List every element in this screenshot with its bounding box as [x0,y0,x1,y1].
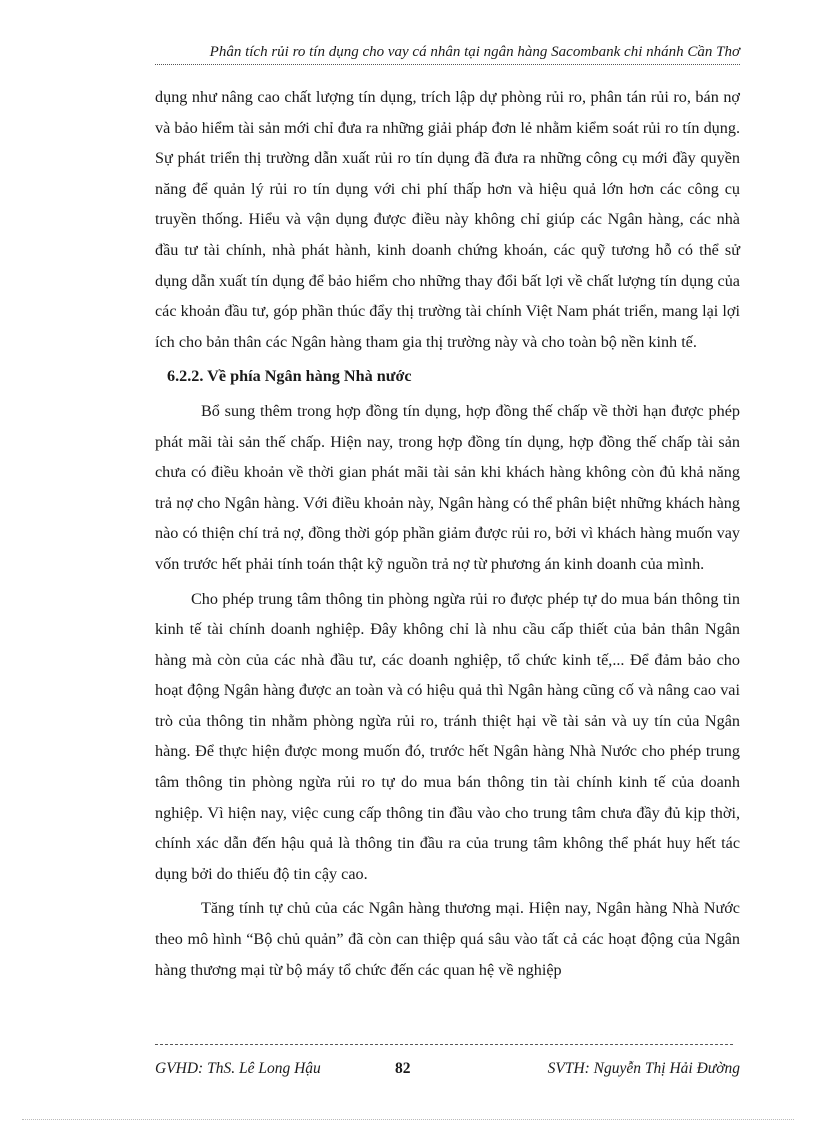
paragraph-3: Cho phép trung tâm thông tin phòng ngừa rủi ro được phép tự do mua bán thông tin kinh tế tài chính doanh nghiệp. Đây không chỉ là nhu cầu cấp thiết của bản thân Ngân hàng mà còn của các nhà đầu tư, các doanh nghiệp, tổ chức kinh tế,... Để đảm bảo cho hoạt động Ngân hàng được an toàn và có hiệu quả thì Ngân hàng cũng cố và nâng cao vai trò của thông tin nhằm phòng ngừa rủi ro, tránh thiệt hại về tài sản và uy tín của Ngân hàng. Để thực hiện được mong muốn đó, trước hết Ngân hàng Nhà Nước cho phép trung tâm thông tin phòng ngừa rủi ro tự do mua bán thông tin tài chính kinh tế của doanh nghiệp. Vì hiện nay, việc cung cấp thông tin đầu vào cho trung tâm chưa đầy đủ kịp thời, chính xác dẫn đến hậu quả là thông tin đầu ra của trung tâm không thể phát huy hết tác dụng bởi do thiếu độ tin cậy cao. [155,589,740,883]
footer-student: SVTH: Nguyễn Thị Hải Đường [547,1060,740,1077]
footer-divider [155,1044,733,1045]
page-header-title: Phân tích rủi ro tín dụng cho vay cá nhân tại ngân hàng Sacombank chi nhánh Cần Thơ [155,44,740,65]
paragraph-4: Tăng tính tự chủ của các Ngân hàng thương mại. Hiện nay, Ngân hàng Nhà Nước theo mô hình “Bộ chủ quản” đã còn can thiệp quá sâu vào tất cả các hoạt động của Ngân hàng thương mại từ bộ máy tổ chức đến các quan hệ về nghiệp [155,899,740,979]
document-body [155,82,740,989]
page-number: 82 [395,1060,411,1077]
section-heading: 6.2.2. Về phía Ngân hàng Nhà nước [167,367,412,386]
footer-advisor: GVHD: ThS. Lê Long Hậu [155,1060,321,1077]
paragraph-1: dụng như nâng cao chất lượng tín dụng, trích lập dự phòng rủi ro, phân tán rủi ro, bán nợ và bảo hiểm tài sản mới chỉ đưa ra những giải pháp đơn lẻ nhằm kiểm soát rủi ro tín dụng. Sự phát triển thị trường dẫn xuất rủi ro tín dụng đã đưa ra những công cụ mới đầy quyền năng để quản lý rủi ro tín dụng với chi phí thấp hơn và hiệu quả lớn hơn các công cụ truyền thống. Hiểu và vận dụng được điều này không chỉ giúp các Ngân hàng, các nhà đầu tư tài chính, nhà phát hành, kinh doanh chứng khoán, các quỹ tương hỗ có thể sử dụng dẫn xuất tín dụng để bảo hiểm cho những thay đổi bất lợi về chất lượng tín dụng của các khoản đầu tư, góp phần thúc đẩy thị trường tài chính Việt Nam phát triển, mang lại lợi ích cho bản thân các Ngân hàng tham gia thị trường này và cho toàn bộ nền kinh tế. [155,88,740,351]
page-bottom-border [22,1119,794,1120]
paragraph-2: Bổ sung thêm trong hợp đồng tín dụng, hợp đồng thế chấp về thời hạn được phép phát mãi tài sản thế chấp. Hiện nay, trong hợp đồng tín dụng, hợp đồng thế chấp tài sản chưa có điều khoản về thời gian phát mãi tài sản khi khách hàng không còn đủ khả năng trả nợ cho Ngân hàng. Với điều khoản này, Ngân hàng có thể phân biệt những khách hàng nào có thiện chí trả nợ, đồng thời góp phần giảm được rủi ro, bởi vì khách hàng muốn vay vốn trước hết phải tính toán thật kỹ nguồn trả nợ từ phương án kinh doanh của mình. [155,401,740,573]
